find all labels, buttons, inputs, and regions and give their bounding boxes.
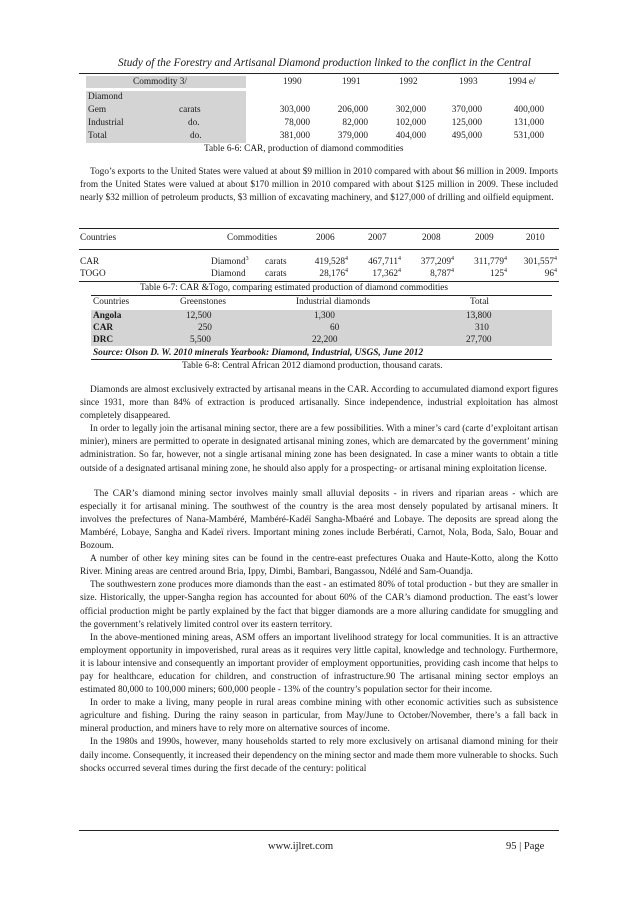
- column-header: 2008: [422, 233, 441, 243]
- column-header: 1994 e/: [508, 77, 536, 87]
- column-header: Commodities: [227, 233, 278, 243]
- paragraph-text: In order to legally join the artisanal mining sector, there are a few possibilities. With a miner’s card (carte d’exploitant artisan minier), miners are permitted to operate in designated artisanal mining zones, which are demarcated by the government’ mining administration. So far, however, not a single artisanal mining zone has been designated. In case a miner wants to obtain a title outside of a designated artisanal mining zone, he should also apply for a prospecting- or artisanal mining exploitation license.: [80, 424, 558, 474]
- footnote-marker: 4: [345, 267, 348, 274]
- column-header: Greenstones: [180, 297, 226, 307]
- table-cell: 131,000: [513, 118, 544, 128]
- row-name: Industrial: [88, 118, 124, 128]
- table-caption: Table 6-7: CAR &Togo, comparing estimated production of diamond commodities: [140, 283, 449, 293]
- table-cell: 12,500: [186, 311, 212, 321]
- table-cell: [296, 269, 348, 280]
- table-cell: 400,000: [513, 105, 544, 115]
- row-unit: do.: [190, 131, 202, 141]
- paragraph-text: Togo’s exports to the United States were valued at about $9 million in 2010 compared with about $6 million in 2009. Imports from the United States were valued at about $170 million in 2010 compared with about $125 million in 2009. These included nearly $32 million of petroleum products, $3 million of excavating machinery, and $127,000 of drilling and oilfield equipment.: [80, 167, 558, 204]
- row-unit: do.: [188, 118, 200, 128]
- cell-value: 301,557: [523, 257, 554, 267]
- column-header: 2007: [368, 233, 387, 243]
- table-cell: 531,000: [513, 131, 544, 141]
- row-unit: carats: [179, 105, 201, 115]
- row-country: DRC: [93, 335, 114, 345]
- column-header: Industrial diamonds: [296, 297, 371, 307]
- column-header: Commodity 3/: [133, 77, 187, 87]
- cell-value: 467,711: [368, 257, 398, 267]
- table-source: Source: Olson D. W. 2010 minerals Yearbook: Diamond, Industrial, USGS, June 2012: [93, 348, 424, 358]
- footnote-marker: 4: [398, 267, 401, 274]
- table-cell: 370,000: [451, 105, 482, 115]
- paragraph-text: In order to make a living, many people in rural areas combine mining with other economic activities such as subsistence agriculture and fishing. During the rainy season in particular, from May/June to October/November, there’s a fall back in mineral production, and miners have to rely more on alternative sources of income.: [80, 698, 558, 735]
- table-top-rule: [91, 295, 552, 296]
- table-cell: [505, 257, 557, 268]
- paragraph-text: The southwestern zone produces more diamonds than the east - an estimated 80% of total production - but they are smaller in size. Historically, the upper-Sangha region has accounted for about 60% of the CAR’s diamond production. The east’s lower official production might be partly explained by the fact that bigger diamonds are a more alluring candidate for smuggling and the government’s relatively limited control over its eastern territory.: [80, 580, 558, 630]
- footnote-marker: 4: [504, 267, 507, 274]
- paragraph-text: Diamonds are almost exclusively extracted by artisanal means in the CAR. According to accumulated diamond export figures since 1931, more than 84% of extraction is produced artisanally. Since independence, industrial exploitation has almost completely disappeared.: [80, 385, 558, 422]
- table-cell: 78,000: [284, 118, 310, 128]
- cell-value: 419,528: [314, 257, 345, 267]
- table-cell: 495,000: [451, 131, 482, 141]
- footer-rule: [79, 830, 559, 831]
- cell-value: 17,362: [372, 269, 398, 279]
- cell-value: 96: [544, 269, 554, 279]
- column-header: 1993: [459, 77, 478, 87]
- table-row-shade: [86, 130, 246, 143]
- table-caption: Table 6-6: CAR, production of diamond commodities: [204, 144, 404, 154]
- table-cell: 5,500: [190, 335, 211, 345]
- table-cell: [402, 257, 454, 268]
- table-cell: 206,000: [337, 105, 368, 115]
- row-unit: carats: [265, 269, 287, 279]
- paragraph: [80, 166, 558, 205]
- table-cell: 303,000: [279, 105, 310, 115]
- footnote-marker: 4: [554, 267, 557, 274]
- paragraph-text: In the 1980s and 1990s, however, many households started to rely more exclusively on artisanal diamond mining for their daily income. Consequently, it increased their dependency on the mining sector and made them more vulnerable to shocks. Such shocks occurred several times during the first decade of the century: political: [80, 737, 558, 774]
- table-cell: 60: [330, 323, 340, 333]
- row-commodity: [211, 257, 249, 268]
- table-cell: [349, 269, 401, 280]
- column-header: 2006: [316, 233, 335, 243]
- table-cell: 102,000: [395, 118, 426, 128]
- table-cell: [455, 257, 507, 268]
- cell-value: 311,779: [474, 257, 504, 267]
- row-unit: carats: [265, 257, 287, 267]
- table-cell: 22,200: [312, 335, 338, 345]
- footer-url[interactable]: www.ijlret.com: [268, 841, 334, 852]
- paragraph-text: In the above-mentioned mining areas, ASM offers an important livelihood strategy for local communities. It is an attractive employment opportunity in impoverished, rural areas as it requires very little capital, knowledge and technology. Furthermore, it is labour intensive and consequently an important provider of employment opportunities, providing cash income that helps to pay for healthcare, education for children, and construction of infrastructure.90 The artisanal mining sector employs an estimated 80,000 to 100,000 miners; 600,000 people - 13% of the country’s population sector for their income.: [80, 632, 558, 696]
- table-cell: 379,000: [337, 131, 368, 141]
- column-header: 1990: [283, 77, 302, 87]
- footnote-marker: 4: [345, 255, 348, 262]
- body-text: [80, 384, 558, 776]
- footnote-marker: 4: [398, 255, 401, 262]
- row-country: CAR: [93, 323, 114, 333]
- cell-value: 377,209: [420, 257, 451, 267]
- table-cell: [402, 269, 454, 280]
- column-header: 1992: [399, 77, 418, 87]
- running-header: Study of the Forestry and Artisanal Diamond production linked to the conflict in the Central: [118, 57, 531, 69]
- footnote-marker: 4: [451, 267, 454, 274]
- cell-value: 8,787: [430, 269, 451, 279]
- row-country: CAR: [80, 257, 100, 267]
- table-bottom-rule: [91, 359, 552, 360]
- table-cell: 302,000: [395, 105, 426, 115]
- paragraph-text: A number of other key mining sites can be found in the centre-east prefectures Ouaka and Haute-Kotto, along the Kotto River. Mining areas are centred around Bria, Ippy, Dimbi, Bambari, Bangassou, Ndélé and Sam-Ouandja.: [80, 554, 558, 578]
- column-header: 1991: [342, 77, 361, 87]
- table-bottom-rule: [79, 281, 559, 282]
- row-name: Total: [88, 131, 107, 141]
- table-header-rule: [79, 249, 559, 250]
- column-header: Countries: [93, 297, 130, 307]
- column-header: 2009: [475, 233, 494, 243]
- table-top-rule: [79, 228, 559, 229]
- header-rule: [79, 73, 559, 74]
- table-cell: 125,000: [451, 118, 482, 128]
- page-number: 95 | Page: [506, 841, 545, 852]
- column-header: Countries: [80, 233, 117, 243]
- paragraph-text: The CAR’s diamond mining sector involves mainly small alluvial deposits - in rivers and riparian areas - which are especially it for artisanal mining. The southwest of the country is the area most densely populated by artisanal miners. It involves the prefectures of Nana-Mambéré, Mambéré-Kadéï Sangha-Mbaéré and Lobaye. The deposits are spread along the Mambéré, Lobaye, Sangha and Kadeï rivers. Important mining zones include Berbérati, Carnot, Nola, Boda, Salo, Bouar and Bozoum.: [80, 488, 558, 552]
- footnote-marker: 3: [245, 255, 249, 262]
- footnote-marker: 4: [451, 255, 454, 262]
- table-cell: 404,000: [395, 131, 426, 141]
- table-cell: 250: [198, 323, 212, 333]
- row-name: Gem: [88, 105, 107, 115]
- cell-value: 28,176: [319, 269, 345, 279]
- table-cell: [296, 257, 348, 268]
- table-cell: 381,000: [279, 131, 310, 141]
- cell-value: 125: [490, 269, 504, 279]
- row-country: Angola: [93, 311, 122, 321]
- column-header: Total: [470, 297, 489, 307]
- commodity-name: Diamond: [211, 257, 246, 267]
- table-cell: 82,000: [342, 118, 368, 128]
- footnote-marker: 4: [554, 255, 557, 262]
- column-header: 2010: [526, 233, 545, 243]
- table-cell: [505, 269, 557, 280]
- table-cell: 13,800: [466, 311, 492, 321]
- row-country: TOGO: [80, 269, 106, 279]
- table-caption: Table 6-8: Central African 2012 diamond production, thousand carats.: [182, 361, 443, 371]
- footnote-marker: 4: [504, 255, 507, 262]
- table-group-label: Diamond: [88, 92, 123, 102]
- table-cell: [455, 269, 507, 280]
- table-cell: 310: [475, 323, 489, 333]
- table-row-shade: [86, 104, 246, 117]
- table-cell: 1,300: [314, 311, 335, 321]
- row-commodity: Diamond: [211, 269, 246, 279]
- table-cell: [349, 257, 401, 268]
- table-cell: 27,700: [466, 335, 492, 345]
